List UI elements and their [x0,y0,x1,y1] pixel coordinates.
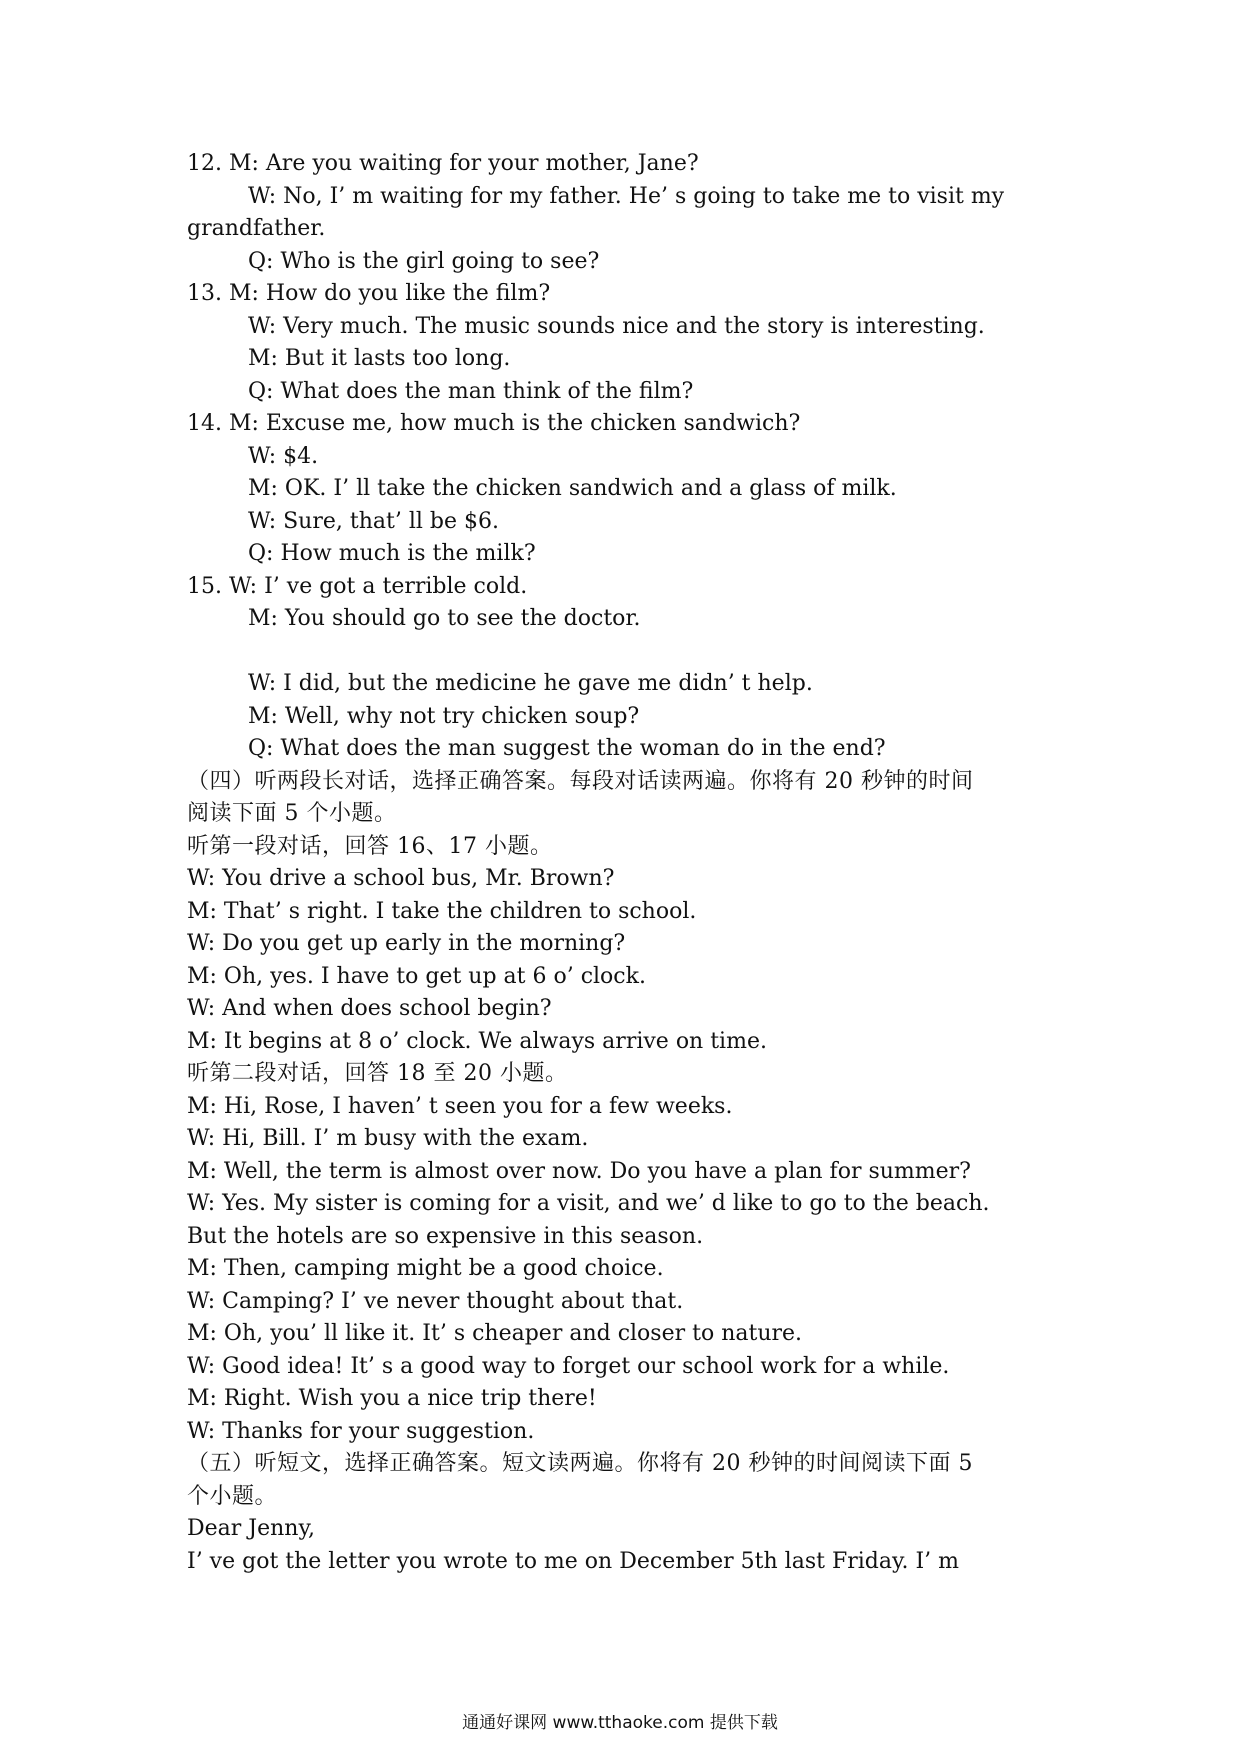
dialogue-title: 听第二段对话，回答 18 至 20 小题。 [187,1061,568,1086]
dialogue-line: W: Camping? I’ ve never thought about that. [187,1288,684,1314]
blank-line [187,636,1067,669]
transcript-line: 12. M: Are you waiting for your mother, Jane? [187,151,699,176]
dialogue-line: M: Hi, Rose, I haven’ t seen you for a few weeks. [187,1093,733,1119]
dialogue-line: M: Oh, yes. I have to get up at 6 o’ clock. [187,963,646,989]
dialogue-line: But the hotels are so expensive in this season. [187,1223,704,1249]
section-heading: 个小题。 [187,1483,278,1509]
page-footer: 通通好课网 www.tthaoke.com 提供下载 [462,1713,778,1733]
transcript-line: W: I did, but the medicine he gave me didn’ t help. [248,671,813,696]
transcript-line: M: Well, why not try chicken soup? [248,703,640,729]
section-heading: （四）听两段长对话，选择正确答案。每段对话读两遍。你将有 20 秒钟的时间 [187,768,974,794]
transcript-line: W: Sure, that’ ll be $6. [248,508,499,534]
dialogue-title: 听第一段对话，回答 16、17 小题。 [187,833,553,859]
transcript-line: M: OK. I’ ll take the chicken sandwich and a glass of milk. [248,476,897,501]
dialogue-line: M: Then, camping might be a good choice. [187,1256,664,1281]
dialogue-line: W: And when does school begin? [187,996,552,1021]
letter-greeting: Dear Jenny, [187,1516,315,1541]
dialogue-line: M: Right. Wish you a nice trip there! [187,1386,597,1411]
section-heading: （五）听短文，选择正确答案。短文读两遍。你将有 20 秒钟的时间阅读下面 5 [187,1451,973,1476]
letter-body: I’ ve got the letter you wrote to me on December 5th last Friday. I’ m [187,1548,960,1574]
transcript-line: grandfather. [187,216,326,241]
dialogue-line: M: It begins at 8 o’ clock. We always arrive on time. [187,1028,767,1054]
section-5 [187,1448,1067,1578]
section-4 [187,766,1067,1449]
transcript-line: Q: Who is the girl going to see? [248,248,600,274]
dialogue-line: W: Thanks for your suggestion. [187,1418,535,1444]
transcript-line: Q: How much is the milk? [248,541,536,566]
question-15 [187,571,1067,766]
question-13 [187,278,1067,408]
dialogue-line: W: Good idea! It’ s a good way to forget our school work for a while. [187,1353,950,1379]
question-12 [187,148,1067,278]
transcript-line: M: You should go to see the doctor. [248,606,641,631]
section-heading: 阅读下面 5 个小题。 [187,801,397,826]
transcript-line: M: But it lasts too long. [248,346,511,371]
dialogue-line: W: You drive a school bus, Mr. Brown? [187,866,615,891]
question-14 [187,408,1067,571]
transcript-line: 13. M: How do you like the film? [187,281,551,306]
dialogue-line: W: Yes. My sister is coming for a visit, and we’ d like to go to the beach. [187,1191,990,1216]
dialogue-line: W: Do you get up early in the morning? [187,931,626,956]
transcript-line: W: No, I’ m waiting for my father. He’ s going to take me to visit my [248,183,1005,209]
dialogue-line: M: Well, the term is almost over now. Do you have a plan for summer? [187,1158,971,1184]
dialogue-line: M: Oh, you’ ll like it. It’ s cheaper and closer to nature. [187,1321,803,1346]
transcript-line: W: Very much. The music sounds nice and the story is interesting. [248,313,985,339]
transcript-line: Q: What does the man think of the film? [248,378,694,404]
transcript-line: 14. M: Excuse me, how much is the chicken sandwich? [187,411,801,436]
dialogue-line: M: That’ s right. I take the children to school. [187,898,697,924]
transcript-content [187,148,1067,1578]
transcript-line: Q: What does the man suggest the woman do in the end? [248,736,886,761]
transcript-line: W: $4. [248,443,319,469]
dialogue-line: W: Hi, Bill. I’ m busy with the exam. [187,1126,589,1151]
transcript-line: 15. W: I’ ve got a terrible cold. [187,573,528,599]
